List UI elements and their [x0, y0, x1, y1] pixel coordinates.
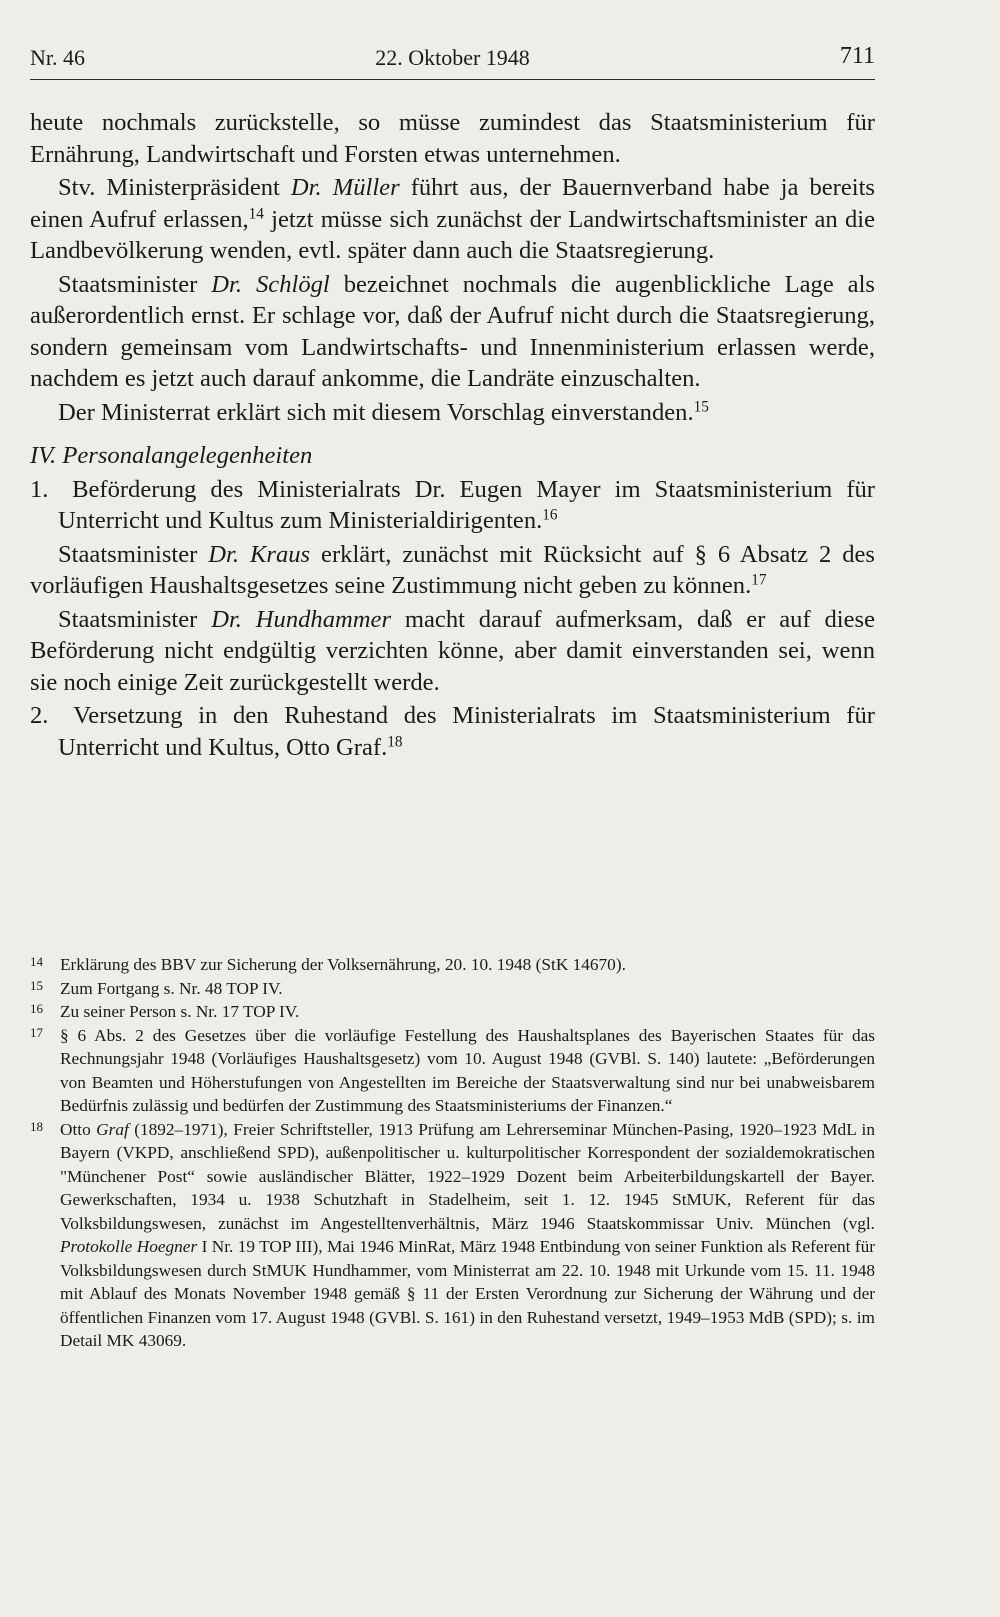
footnote-ref: 17	[751, 571, 767, 589]
running-header	[30, 43, 875, 80]
paragraph: Staatsminister Dr. Kraus erklärt, zunächst mit Rücksicht auf § 6 Absatz 2 des vorläufigen Haushaltsgesetzes seine Zustimmung nicht geben zu können.$^{17}$	[30, 540, 875, 599]
footnote-number: 14	[30, 954, 43, 969]
main-text	[30, 107, 875, 763]
footnote: 17 § 6 Abs. 2 des Gesetzes über die vorläufige Festellung des Haushaltsplanes des Bayerischen Staates für das Rechnungsjahr 1948 (Vorläufiges Haushaltsgesetz) vom 10. August 1948 (GVBl. S. 140) lautete: „Beförderungen von Beamten und Höherstufungen von Angestellten im Bereiche der Staatsverwaltung sind nur bei unabweisbarem Bedürfnis zulässig und bedürfen der Zustimmung des Staatsministeriums der Finanzen.“	[30, 1024, 875, 1118]
agenda-item: 2. Versetzung in den Ruhestand des Ministerialrats im Staatsministerium für Unterricht und Kultus, Otto Graf.$^{18}$	[30, 702, 875, 761]
document-number: Nr. 46	[30, 45, 85, 70]
agenda-item: 1. Beförderung des Ministerialrats Dr. Eugen Mayer im Staatsministerium für Unterricht und Kultus zum Ministerialdirigenten.$^{16}$	[30, 475, 875, 534]
meeting-date: 22. Oktober 1948	[375, 45, 530, 70]
paragraph: Stv. Ministerpräsident Dr. Müller führt aus, der Bauernverband habe ja bereits einen Aufruf erlassen,$^{14}$ jetzt müsse sich zunächst der Landwirtschaftsminister an die Landbevölkerung wenden, evtl. später dann auch die Staatsregierung.	[30, 174, 876, 264]
paragraph: heute nochmals zurückstelle, so müsse zumindest das Staatsministerium für Ernährung, Landwirtschaft und Forsten etwas unternehmen.	[30, 109, 875, 168]
footnote: 15 Zum Fortgang s. Nr. 48 TOP IV.	[30, 977, 875, 1001]
footnotes	[30, 953, 875, 1353]
footnote: 18 Otto Graf (1892–1971), Freier Schriftsteller, 1913 Prüfung am Lehrerseminar München-Pasing, 1920–1923 MdL in Bayern (VKPD, anschließend SPD), außenpolitischer u. kulturpolitischer Korrespondent der sozialdemokratischen "Münchener Post“ sowie ausländischer Blätter, 1922–1929 Dozent beim Arbeiterbildungskartell der Bayer. Gewerkschaften, 1934 u. 1938 Schutzhaft in Stadelheim, seit 1. 12. 1945 StMUK, Referent für das Volksbildungswesen, zunächst im Angestelltenverhältnis, März 1946 Staatskommissar Univ. München (vgl. Protokolle Hoegner I Nr. 19 TOP III), Mai 1946 MinRat, März 1948 Entbindung von seiner Funktion als Referent für Volksbildungswesen durch StMUK Hundhammer, vom Ministerrat am 22. 10. 1948 mit Urkunde vom 15. 11. 1948 mit Ablauf des Monats November 1948 gemäß § 11 der Ersten Verordnung zur Sicherung der Währung und der öffentlichen Finanzen vom 17. August 1948 (GVBl. S. 161) in den Ruhestand versetzt, 1949–1953 MdB (SPD); s. im Detail MK 43069.	[30, 1118, 875, 1353]
footnote: 14 Erklärung des BBV zur Sicherung der Volksernährung, 20. 10. 1948 (StK 14670).	[30, 953, 875, 977]
footnote-number: 18	[30, 1118, 43, 1134]
speaker-name: Dr. Kraus	[208, 540, 311, 568]
footnote-number: 15	[30, 977, 43, 993]
footnote-ref: 18	[387, 733, 403, 751]
page-number: 711	[839, 43, 875, 69]
footnote-ref: 16	[542, 506, 558, 524]
footnote-number: 17	[30, 1024, 43, 1040]
speaker-name: Dr. Schlögl	[211, 270, 330, 298]
paragraph: Staatsminister Dr. Schlögl bezeichnet nochmals die augenblickliche Lage als außerordentlich ernst. Er schlage vor, daß der Aufruf nicht durch die Staatsregierung, sondern gemeinsam vom Landwirtschafts- und Innenministerium erlassen werde, nachdem es jetzt auch darauf ankomme, die Landräte einzuschalten.	[30, 270, 876, 392]
speaker-name: Dr. Müller	[290, 174, 400, 201]
section-heading: IV. Personalangelegenheiten	[30, 442, 313, 469]
footnote: 16 Zu seiner Person s. Nr. 17 TOP IV.	[30, 1000, 875, 1024]
agenda-item-number: 1.	[30, 475, 49, 503]
paragraph: Staatsminister Dr. Hundhammer macht darauf aufmerksam, daß er auf diese Beförderung nicht endgültig verzichten könne, aber damit einverstanden sei, wenn sie noch einige Zeit zurückgestellt werde.	[30, 605, 876, 696]
speaker-name: Dr. Hundhammer	[211, 605, 392, 633]
paragraph: Der Ministerrat erklärt sich mit diesem Vorschlag einverstanden.$^{15}$	[58, 398, 709, 426]
footnote-number: 16	[30, 1001, 43, 1016]
document-page	[30, 0, 875, 1617]
agenda-item-number: 2.	[30, 702, 49, 729]
footnote-ref: 15	[693, 398, 709, 416]
footnote-ref: 14	[248, 205, 264, 223]
